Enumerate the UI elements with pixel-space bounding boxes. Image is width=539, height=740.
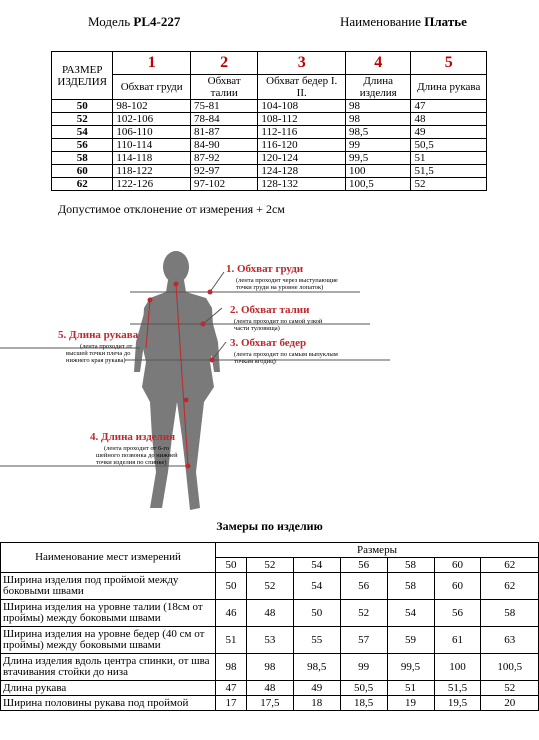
measurement-value: 48: [246, 681, 293, 696]
measurement-row: [1, 600, 539, 627]
size-value-cell: 84-90: [190, 139, 257, 152]
measurement-value: 61: [434, 627, 481, 654]
measurement-name: Ширина изделия на уровне талии (18см от проймы) между боковыми швами: [1, 600, 216, 627]
size-table-number-row: [52, 52, 487, 75]
size-table-header-row: [52, 75, 487, 100]
measurements-title: Замеры по изделию: [216, 519, 323, 533]
measurement-value: 56: [434, 600, 481, 627]
measurement-name: Ширина изделия под проймой между боковыми швами: [1, 573, 216, 600]
size-cell: 62: [52, 178, 113, 191]
label-sleeve-title: 5. Длина рукава: [58, 329, 139, 341]
size-value-cell: 128-132: [258, 178, 346, 191]
measurement-value: 18: [293, 696, 340, 711]
size-value-cell: 48: [411, 113, 487, 126]
model-value: PL4-227: [133, 14, 181, 29]
size-column-header: 54: [293, 558, 340, 573]
size-corner-label: РАЗМЕР ИЗДЕЛИЯ: [52, 52, 113, 100]
measurement-value: 17,5: [246, 696, 293, 711]
size-value-cell: 104-108: [258, 100, 346, 113]
measurement-value: 51: [387, 681, 434, 696]
measurements-table: [0, 542, 539, 711]
measurement-row: [1, 696, 539, 711]
model-header: [88, 14, 180, 30]
size-value-cell: 124-128: [258, 165, 346, 178]
size-value-cell: 52: [411, 178, 487, 191]
label-length-title: 4. Длина изделия: [90, 431, 176, 443]
size-row: [52, 152, 487, 165]
measurement-value: 50,5: [340, 681, 387, 696]
woman-silhouette: [134, 251, 220, 510]
col-number: 2: [190, 52, 257, 75]
size-row: [52, 139, 487, 152]
size-column-header: 50: [216, 558, 247, 573]
body-figure-svg: [0, 222, 539, 522]
size-row: [52, 165, 487, 178]
size-cell: 56: [52, 139, 113, 152]
measurement-value: 58: [387, 573, 434, 600]
size-value-cell: 102-106: [113, 113, 191, 126]
size-column-header: 58: [387, 558, 434, 573]
measurement-value: 99: [340, 654, 387, 681]
measurement-value: 51,5: [434, 681, 481, 696]
measurement-value: 52: [340, 600, 387, 627]
size-value-cell: 50,5: [411, 139, 487, 152]
measurement-value: 98: [246, 654, 293, 681]
measurement-value: 100,5: [481, 654, 539, 681]
label-chest-note: точки груди на уровне лопаток): [236, 284, 324, 291]
size-value-cell: 118-122: [113, 165, 191, 178]
label-hips-title: 3. Обхват бедер: [230, 337, 307, 349]
label-chest-title: 1. Обхват груди: [226, 263, 304, 275]
size-column-header: 52: [246, 558, 293, 573]
label-length-note: шейного позвонка до нижней: [96, 452, 178, 459]
label-length-note: (лента проходит от 6-го: [104, 445, 170, 452]
size-value-cell: 98: [346, 113, 411, 126]
label-sleeve-note: высшей точки плеча до: [66, 350, 131, 357]
measurement-value: 57: [340, 627, 387, 654]
size-row: [52, 126, 487, 139]
sizes-header-cell: Размеры: [216, 543, 539, 558]
label-hips-note: точкам ягодиц): [234, 358, 276, 365]
measurement-name: Ширина половины рукава под проймой: [1, 696, 216, 711]
measurement-value: 17: [216, 696, 247, 711]
label-waist-note: части туловища): [234, 325, 280, 332]
size-value-cell: 75-81: [190, 100, 257, 113]
size-cell: 50: [52, 100, 113, 113]
col-label: Обхват груди: [113, 75, 191, 100]
measurement-value: 99,5: [387, 654, 434, 681]
measurement-value: 54: [387, 600, 434, 627]
measurement-value: 100: [434, 654, 481, 681]
measurement-value: 58: [481, 600, 539, 627]
measurement-value: 63: [481, 627, 539, 654]
measurement-value: 50: [293, 600, 340, 627]
label-sleeve-note: (лента проходит от: [80, 343, 133, 350]
measurement-value: 62: [481, 573, 539, 600]
size-row: [52, 178, 487, 191]
label-sleeve-note: нижнего края рукава): [66, 357, 126, 364]
name-header-cell: Наименование мест измерений: [1, 543, 216, 573]
label-chest-note: (лента проходит через выступающие: [236, 277, 338, 284]
size-cell: 60: [52, 165, 113, 178]
measurement-name: Длина изделия вдоль центра спинки, от шва втачивания стойки до низа: [1, 654, 216, 681]
measurement-name: Длина рукава: [1, 681, 216, 696]
size-value-cell: 99: [346, 139, 411, 152]
size-table: [51, 51, 487, 191]
size-value-cell: 116-120: [258, 139, 346, 152]
measurement-row: [1, 573, 539, 600]
measurement-row: [1, 627, 539, 654]
label-waist-note: (лента проходит по самой узкой: [234, 318, 323, 325]
measurement-value: 52: [246, 573, 293, 600]
size-value-cell: 108-112: [258, 113, 346, 126]
size-value-cell: 98: [346, 100, 411, 113]
col-label: Длина рукава: [411, 75, 487, 100]
measurement-value: 60: [434, 573, 481, 600]
size-value-cell: 51,5: [411, 165, 487, 178]
size-value-cell: 78-84: [190, 113, 257, 126]
measurement-value: 55: [293, 627, 340, 654]
size-value-cell: 98-102: [113, 100, 191, 113]
measurement-value: 50: [216, 573, 247, 600]
col-number: 1: [113, 52, 191, 75]
meas-header-row: [1, 543, 539, 558]
size-column-header: 62: [481, 558, 539, 573]
size-value-cell: 114-118: [113, 152, 191, 165]
col-number: 4: [346, 52, 411, 75]
label-waist-title: 2. Обхват талии: [230, 304, 310, 316]
col-label: Длина изделия: [346, 75, 411, 100]
measurement-value: 98: [216, 654, 247, 681]
measurement-row: [1, 681, 539, 696]
name-label: Наименование: [340, 14, 421, 29]
measurement-value: 98,5: [293, 654, 340, 681]
tolerance-note: Допустимое отклонение от измерения + 2см: [58, 202, 285, 216]
measurement-value: 53: [246, 627, 293, 654]
size-value-cell: 97-102: [190, 178, 257, 191]
name-header: [340, 14, 467, 30]
label-hips-note: (лента проходит по самым выпуклым: [234, 351, 338, 358]
size-value-cell: 100: [346, 165, 411, 178]
size-value-cell: 100,5: [346, 178, 411, 191]
measurement-value: 59: [387, 627, 434, 654]
measurement-value: 51: [216, 627, 247, 654]
size-value-cell: 122-126: [113, 178, 191, 191]
measurement-value: 54: [293, 573, 340, 600]
name-value: Платье: [424, 14, 467, 29]
size-value-cell: 120-124: [258, 152, 346, 165]
size-column-header: 60: [434, 558, 481, 573]
size-cell: 54: [52, 126, 113, 139]
model-label: Модель: [88, 14, 131, 29]
size-cell: 58: [52, 152, 113, 165]
measurement-value: 52: [481, 681, 539, 696]
size-value-cell: 99,5: [346, 152, 411, 165]
size-cell: 52: [52, 113, 113, 126]
size-value-cell: 51: [411, 152, 487, 165]
col-number: 5: [411, 52, 487, 75]
size-value-cell: 87-92: [190, 152, 257, 165]
measurement-value: 20: [481, 696, 539, 711]
col-label: Обхват талии: [190, 75, 257, 100]
measurement-value: 49: [293, 681, 340, 696]
measurement-value: 56: [340, 573, 387, 600]
measurement-value: 18,5: [340, 696, 387, 711]
col-number: 3: [258, 52, 346, 75]
size-row: [52, 113, 487, 126]
size-value-cell: 112-116: [258, 126, 346, 139]
measurement-value: 48: [246, 600, 293, 627]
size-value-cell: 49: [411, 126, 487, 139]
size-value-cell: 98,5: [346, 126, 411, 139]
size-value-cell: 106-110: [113, 126, 191, 139]
size-value-cell: 92-97: [190, 165, 257, 178]
size-value-cell: 110-114: [113, 139, 191, 152]
size-value-cell: 47: [411, 100, 487, 113]
measurement-value: 46: [216, 600, 247, 627]
measurement-value: 19: [387, 696, 434, 711]
measurement-row: [1, 654, 539, 681]
size-row: [52, 100, 487, 113]
size-column-header: 56: [340, 558, 387, 573]
measurement-name: Ширина изделия на уровне бедер (40 см от проймы) между боковыми швами: [1, 627, 216, 654]
size-value-cell: 81-87: [190, 126, 257, 139]
col-label: Обхват бедер I. II.: [258, 75, 346, 100]
body-figure-diagram: [0, 222, 539, 522]
measurement-value: 47: [216, 681, 247, 696]
label-length-note: точки изделия по спинке): [96, 459, 167, 466]
measurement-value: 19,5: [434, 696, 481, 711]
